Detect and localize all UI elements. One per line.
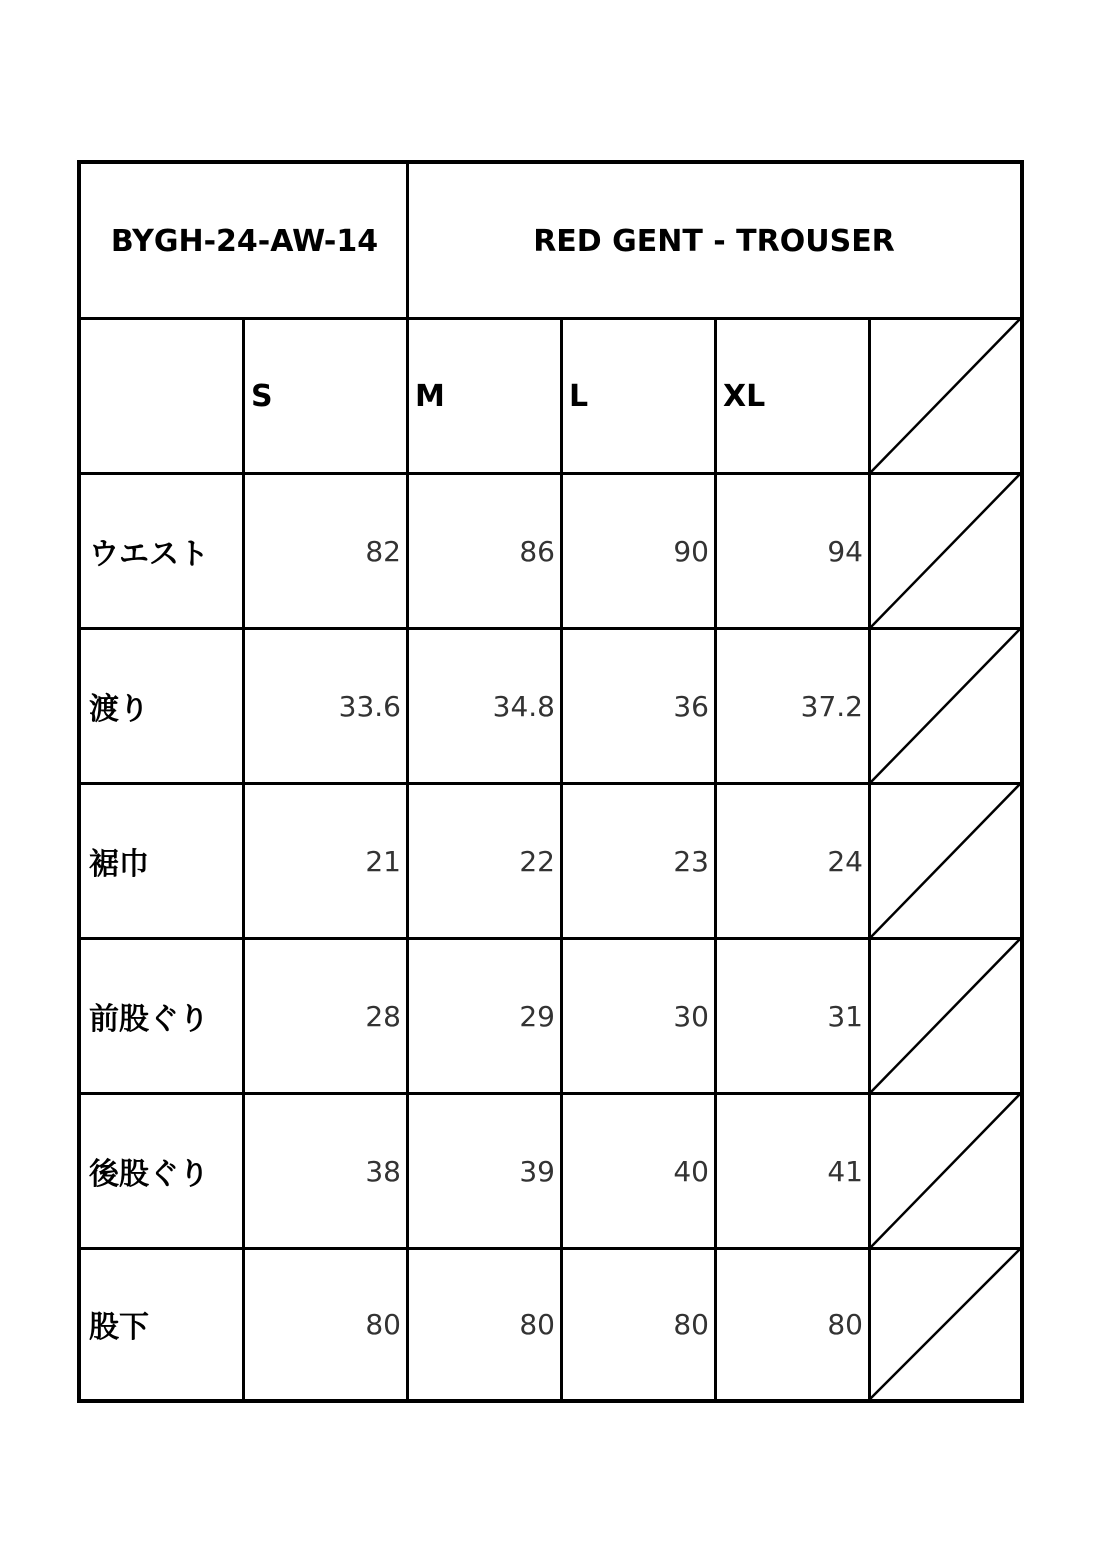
- measurement-value: 37.2: [800, 689, 863, 723]
- measurement-value: 40: [673, 1154, 709, 1188]
- size-header-s: S: [251, 378, 273, 414]
- empty-cell-slash: [870, 784, 1020, 938]
- empty-cell-slash: [870, 939, 1020, 1093]
- measurement-value: 30: [673, 999, 709, 1033]
- measurement-value: 80: [519, 1307, 555, 1341]
- diagonal-line: [870, 1249, 1020, 1399]
- measurement-value: 86: [519, 534, 555, 568]
- measurement-value: 33.6: [338, 689, 401, 723]
- product-name: RED GENT - TROUSER: [533, 224, 895, 259]
- diagonal-line: [870, 474, 1020, 628]
- measurement-label: 裾巾: [89, 847, 149, 882]
- empty-cell-slash: [870, 1249, 1020, 1399]
- empty-cell-slash: [870, 629, 1020, 783]
- measurement-value: 41: [827, 1154, 863, 1188]
- empty-cell-slash: [870, 319, 1020, 473]
- measurement-value: 21: [365, 844, 401, 878]
- diagonal-line: [870, 939, 1020, 1093]
- measurement-label: 後股ぐり: [89, 1157, 209, 1192]
- measurement-value: 31: [827, 999, 863, 1033]
- measurement-label: 渡り: [89, 692, 149, 727]
- measurement-value: 22: [519, 844, 555, 878]
- measurement-value: 82: [365, 534, 401, 568]
- diagonal-line: [870, 1094, 1020, 1248]
- product-code: BYGH-24-AW-14: [110, 224, 379, 259]
- measurement-value: 80: [365, 1307, 401, 1341]
- empty-cell-slash: [870, 474, 1020, 628]
- measurement-value: 39: [519, 1154, 555, 1188]
- size-header-m: M: [415, 378, 445, 414]
- measurement-value: 23: [673, 844, 709, 878]
- size-header-l: L: [569, 378, 589, 414]
- measurement-value: 90: [673, 534, 709, 568]
- measurement-label: 股下: [89, 1310, 149, 1345]
- size-header-blank: [83, 320, 242, 472]
- diagonal-line: [870, 629, 1020, 783]
- measurement-value: 80: [827, 1307, 863, 1341]
- measurement-value: 94: [827, 534, 863, 568]
- size-table: [77, 160, 1024, 1403]
- measurement-value: 24: [827, 844, 863, 878]
- size-header-xl: XL: [723, 378, 766, 414]
- measurement-label: 前股ぐり: [89, 1002, 209, 1037]
- empty-cell-slash: [870, 1094, 1020, 1248]
- measurement-value: 29: [519, 999, 555, 1033]
- measurement-value: 36: [673, 689, 709, 723]
- measurement-value: 34.8: [492, 689, 555, 723]
- measurement-value: 80: [673, 1307, 709, 1341]
- diagonal-line: [870, 319, 1020, 473]
- measurement-value: 38: [365, 1154, 401, 1188]
- measurement-label: ウエスト: [89, 537, 209, 572]
- measurement-value: 28: [365, 999, 401, 1033]
- diagonal-line: [870, 784, 1020, 938]
